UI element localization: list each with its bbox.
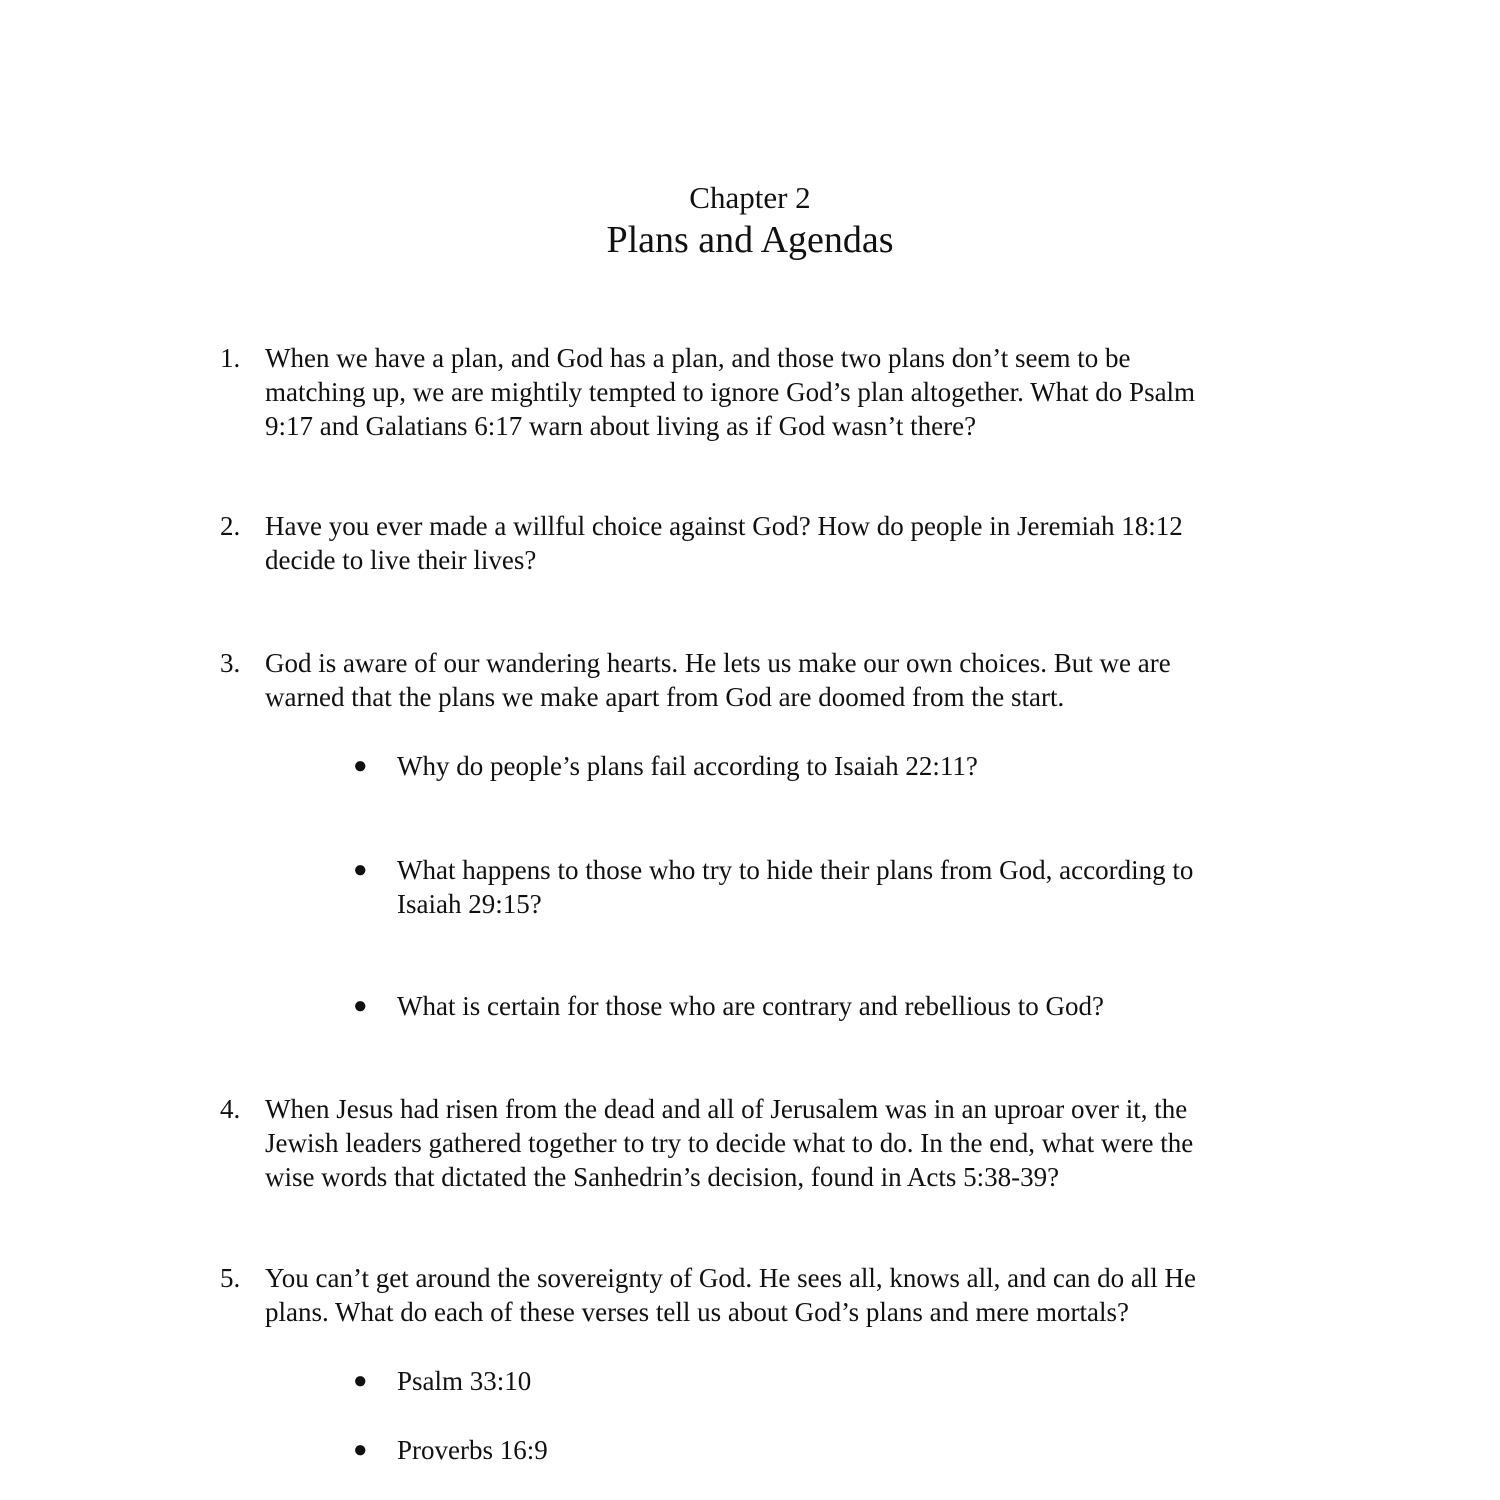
question-text: Have you ever made a willful choice against God? How do people in Jeremiah 18:12 decide to live their lives? xyxy=(265,511,1183,575)
bullet-icon: ● xyxy=(353,753,368,779)
question-text: When we have a plan, and God has a plan, and those two plans don’t seem to be matching up, we are mightily tempted to ignore God’s plan altogether. What do Psalm 9:17 and Galatians 6:17 warn about living as if God wasn’t there? xyxy=(265,343,1196,441)
sub-question-text: Psalm 33:10 xyxy=(397,1366,532,1396)
question-number: 3. xyxy=(220,648,241,678)
question-text: You can’t get around the sovereignty of God. He sees all, knows all, and can do all He plans. What do each of these verses tell us about God’s plans and mere mortals? xyxy=(265,1263,1197,1327)
sub-question-text: Proverbs 16:9 xyxy=(397,1435,548,1465)
sub-question-text: What is certain for those who are contrary and rebellious to God? xyxy=(397,991,1104,1021)
question-number: 4. xyxy=(220,1094,241,1124)
chapter-number: Chapter 2 xyxy=(689,180,811,215)
sub-question-text: What happens to those who try to hide their plans from God, according to Isaiah 29:15? xyxy=(397,855,1194,919)
bullet-icon: ● xyxy=(353,993,368,1019)
chapter-title: Plans and Agendas xyxy=(606,219,894,261)
bullet-icon: ● xyxy=(353,857,368,883)
question-number: 2. xyxy=(220,511,241,541)
question-number: 5. xyxy=(220,1263,241,1293)
bullet-icon: ● xyxy=(353,1368,368,1394)
question-text: God is aware of our wandering hearts. He lets us make our own choices. But we are warned that the plans we make apart from God are doomed from the start. xyxy=(265,648,1171,712)
sub-question-text: Why do people’s plans fail according to Isaiah 22:11? xyxy=(397,751,978,781)
bullet-icon: ● xyxy=(353,1437,368,1463)
question-number: 1. xyxy=(220,343,241,373)
question-text: When Jesus had risen from the dead and all of Jerusalem was in an uproar over it, the Jewish leaders gathered together to try to decide what to do. In the end, what were the wise words that dictated the Sanhedrin’s decision, found in Acts 5:38-39? xyxy=(265,1094,1194,1192)
